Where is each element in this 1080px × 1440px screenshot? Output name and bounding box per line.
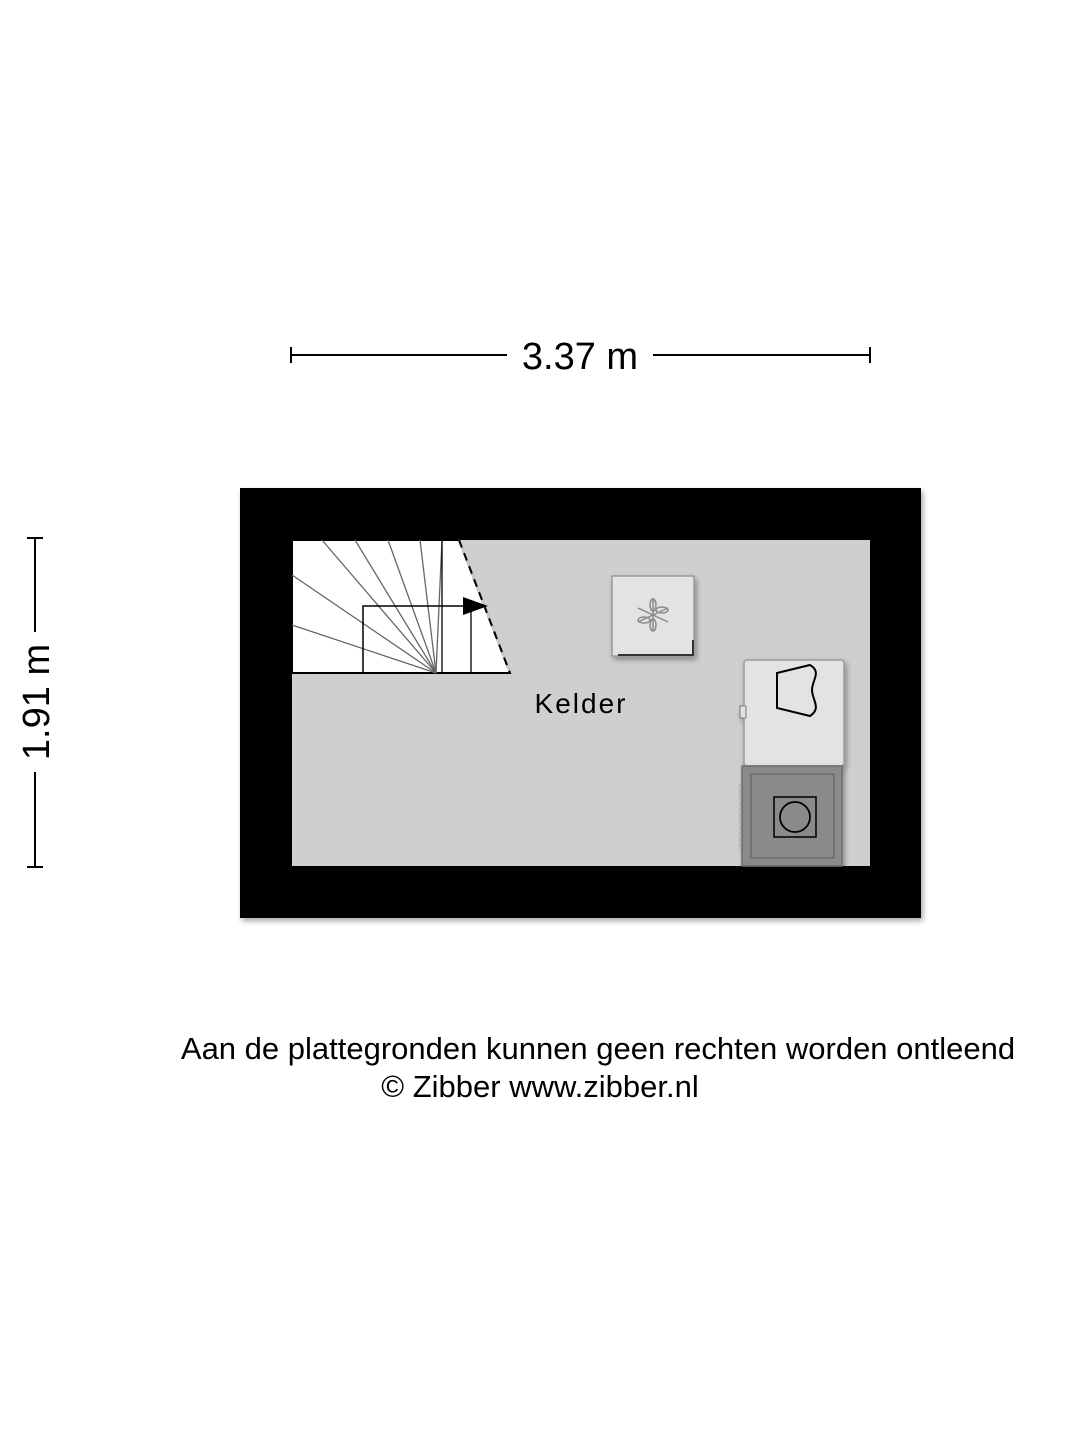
height-label: 1.91 m xyxy=(16,643,58,761)
width-label: 3.37 m xyxy=(521,336,639,378)
copyright-text: © Zibber www.zibber.nl xyxy=(381,1069,699,1104)
width-dimension xyxy=(291,336,870,378)
washing-machine-icon xyxy=(740,766,842,866)
room-label: Kelder xyxy=(534,688,628,719)
ventilation-fan-icon xyxy=(612,576,694,656)
disclaimer-text: Aan de plattegronden kunnen geen rechten worden ontleend xyxy=(180,1031,1016,1066)
dryer-icon xyxy=(740,660,844,766)
height-dimension xyxy=(16,538,58,867)
